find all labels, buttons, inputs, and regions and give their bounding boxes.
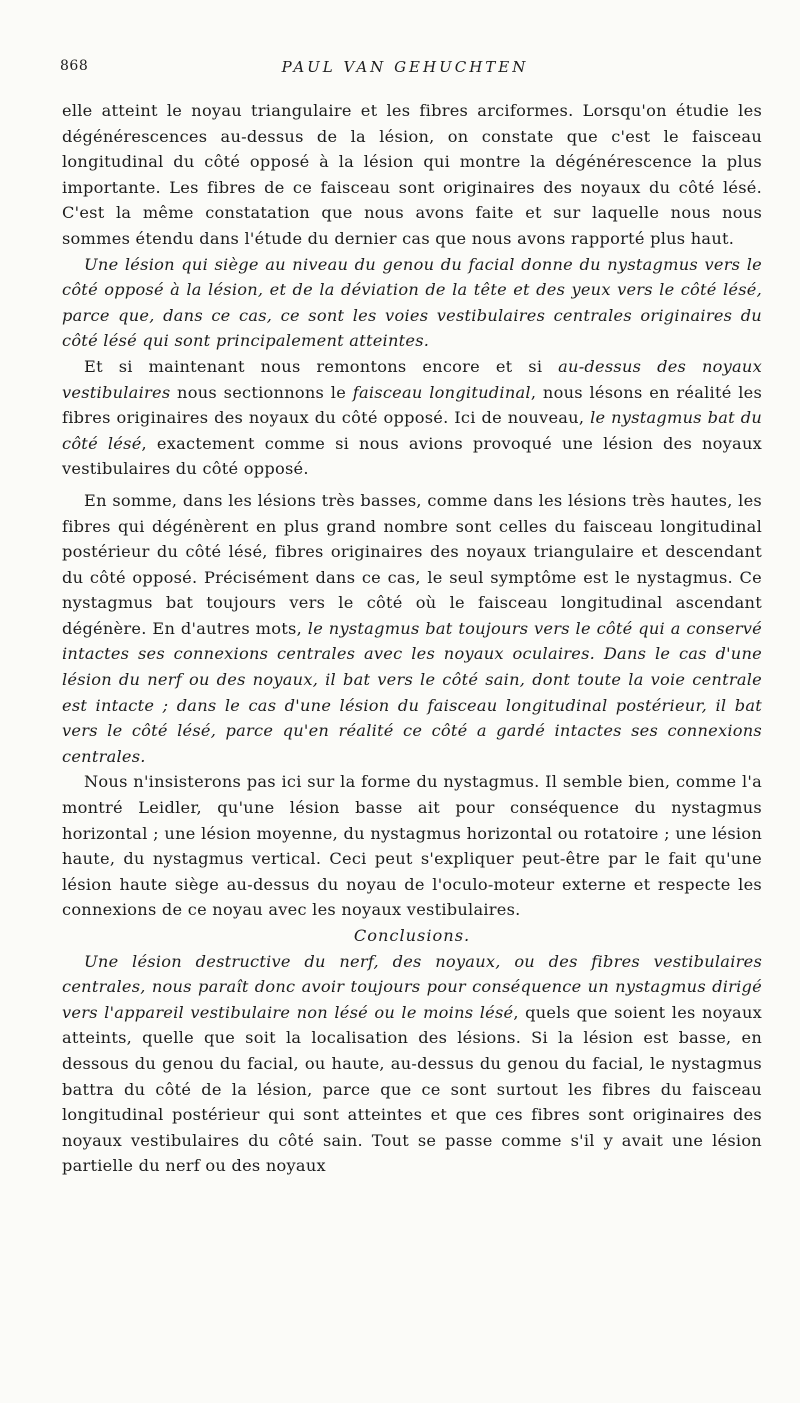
paragraph-3-text-a: Et si maintenant nous remontons encore et si — [84, 356, 559, 376]
paragraph-6-text-b: , quels que soient les noyaux atteints, quelle que soit la localisation des lésions. Si la lésion est basse, en dessous du genou du facial, ou haute, au-dessus du genou du facial, le nystagmus battra du côté de la lésion, parce que ce sont surtout les fibres du faisceau longitudinal postérieur qui sont atteintes et que ces fibres sont originaires des noyaux vestibulaires du côté sain. Tout se passe comme s'il y avait une lésion partielle du nerf ou des noyaux — [62, 1002, 762, 1176]
paragraph-4-text-a: En somme, dans les lésions très basses, comme dans les lésions très hautes, les fibres qui dégénèrent en plus grand nombre sont celles du faisceau longitudinal postérieur du côté lésé, fibres originaires des noyaux triangulaire et descendant du côté opposé. Précisément dans ce cas, le seul symptôme est le nystagmus. Ce nystagmus bat toujours vers le côté où le faisceau longitudinal ascendant dégénère. En d'autres mots, — [62, 490, 762, 638]
paragraph-5: Nous n'insisterons pas ici sur la forme du nystagmus. Il semble bien, comme l'a montré Leidler, qu'une lésion basse ait pour conséquence du nystagmus horizontal ; une lésion moyenne, du nystagmus horizontal ou rotatoire ; une lésion haute, du nystagmus vertical. Ceci peut s'expliquer peut-être par le fait qu'une lésion haute siège au-dessus du noyau de l'oculo-moteur externe et respecte les connexions de ce noyau avec les noyaux vestibulaires. — [62, 772, 762, 920]
paragraph-6-emphasis-a: Une lésion destructive du nerf, des noyaux, ou des fibres vestibulaires centrales, nous paraît donc avoir toujours pour conséquence un nystagmus dirigé vers l'appareil vestibulaire non lésé ou le moins lésé — [62, 951, 762, 1022]
paragraph-3-text-g: , exactement comme si nous avions provoqué une lésion des noyaux vestibulaires du côté opposé. — [62, 433, 763, 479]
paragraph-3-emphasis-f: le nystagmus bat du côté lésé — [62, 408, 763, 453]
paragraph-4-emphasis-b: le nystagmus bat toujours vers le côté qui a conservé intactes ses connexions centrales avec les noyaux oculaires. Dans le cas d'une lésion du nerf ou des noyaux, il bat vers le côté sain, dont toute la voie centrale est intacte ; dans le cas d'une lésion du faisceau longitudinal postérieur, il bat vers le côté lésé, parce qu'en réalité ce côté a gardé intactes ses connexions centrales. — [62, 618, 763, 766]
paragraph-3-emphasis-d: faisceau longitudinal — [352, 382, 531, 402]
paragraph-1: elle atteint le noyau triangulaire et les fibres arciformes. Lorsqu'on étudie les dégénérescences au-dessus de la lésion, on constate que c'est le faisceau longitudinal du côté opposé à la lésion qui montre la dégénérescence la plus importante. Les fibres de ce faisceau sont originaires des noyaux du côté lésé. C'est la même constatation que nous avons faite et sur laquelle nous nous sommes étendu dans l'étude du dernier cas que nous avons rapporté plus haut. — [62, 101, 762, 248]
section-title: Conclusions. — [353, 926, 471, 945]
paragraph-2: Une lésion qui siège au niveau du genou du facial donne du nystagmus vers le côté opposé à la lésion, et de la déviation de la tête et des yeux vers le côté lésé, parce que, dans ce cas, ce sont les voies vestibulaires centrales originaires du côté lésé qui sont principalement atteintes. — [62, 254, 762, 351]
page-number: 868 — [60, 58, 89, 74]
running-head: PAUL VAN GEHUCHTEN — [281, 58, 529, 76]
paragraph-3-emphasis-b: au-dessus des noyaux vestibulaires — [62, 356, 762, 402]
paragraph-6 — [62, 949, 762, 1179]
body-text — [62, 98, 762, 1179]
paragraph-3-text-c: nous sectionnons le — [170, 382, 353, 402]
page-header — [60, 58, 750, 82]
paragraph-3 — [62, 354, 762, 482]
paragraph-3-text-e: , nous lésons en réalité les fibres originaires des noyaux du côté opposé. Ici de nouveau, — [62, 382, 763, 428]
paragraph-4 — [62, 488, 762, 770]
